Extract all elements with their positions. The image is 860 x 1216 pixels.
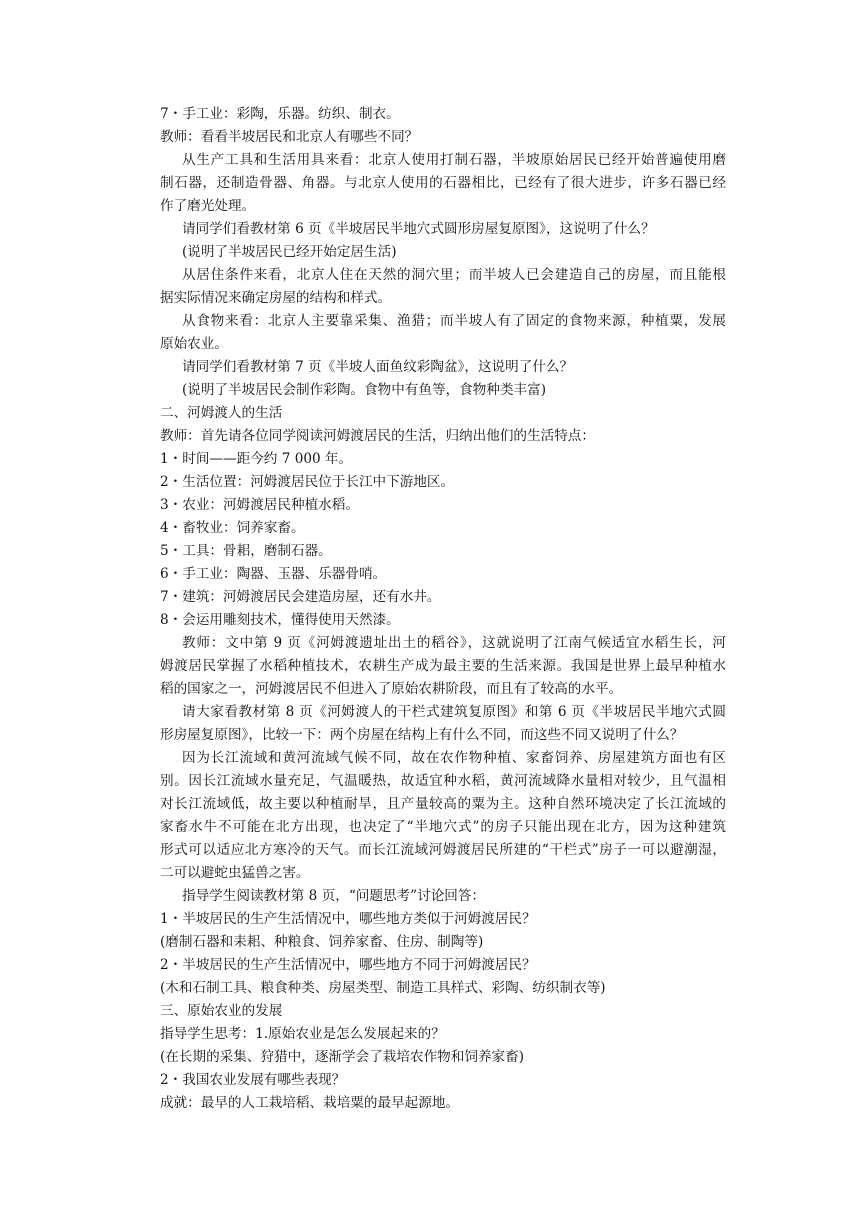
text-line: 教师：首先请各位同学阅读河姆渡居民的生活，归纳出他们的生活特点： [160, 428, 595, 444]
list-item: 1・半坡居民的生产生活情况中，哪些地方类似于河姆渡居民？ [160, 911, 536, 927]
text-line: (在长期的采集、狩猎中，逐渐学会了栽培农作物和饲养家畜) [160, 1049, 525, 1065]
list-item: 5・工具：骨耜，磨制石器。 [160, 543, 332, 559]
text-line: 教师：文中第 9 页《河姆渡遗址出土的稻谷》，这就说明了江南气候适宜水稻生长，河 [182, 635, 726, 651]
text-line: 家畜水牛不可能在北方出现，也决定了“半地穴式”的房子只能出现在北方，因为这种建筑 [160, 819, 726, 835]
list-item: 1・时间——距今约 7 000 年。 [160, 451, 353, 467]
text-line: 从居住条件来看，北京人住在天然的洞穴里；而半坡人已会建造自己的房屋，而且能根 [182, 267, 726, 283]
text-line: 二可以避蛇虫猛兽之害。 [160, 865, 310, 881]
text-line: 指导学生阅读教材第 8 页，“问题思考”讨论回答： [182, 888, 486, 904]
text-line: 教师：看看半坡居民和北京人有哪些不同？ [160, 129, 419, 145]
list-item: 4・畜牧业：饲养家畜。 [160, 520, 305, 536]
text-line: 从生产工具和生活用具来看：北京人使用打制石器，半坡原始居民已经开始普遍使用磨 [182, 152, 726, 168]
text-line: 形房屋复原图》，比较一下：两个房屋在结构上有什么不同，而这些不同又说明了什么？ [160, 727, 684, 743]
text-line: 稻的国家之一，河姆渡居民不但进入了原始农耕阶段，而且有了较高的水平。 [160, 681, 623, 697]
text-line: 姆渡居民掌握了水稻种植技术，农耕生产成为最主要的生活来源。我国是世界上最早种植水 [160, 658, 726, 674]
text-line: 据实际情况来确定房屋的结构和样式。 [160, 290, 392, 306]
list-item: 3・农业：河姆渡居民种植水稻。 [160, 497, 359, 513]
text-line: 成就：最早的人工栽培稻、栽培粟的最早起源地。 [160, 1095, 460, 1111]
text-line: 制石器，还制造骨器、角器。与北京人使用的石器相比，已经有了很大进步，许多石器已经 [160, 175, 726, 191]
list-item: 6・手工业：陶器、玉器、乐器骨哨。 [160, 566, 387, 582]
text-line: 因为长江流域和黄河流域气候不同，故在农作物种植、家畜饲养、房屋建筑方面也有区 [182, 750, 726, 766]
list-item: 2・半坡居民的生产生活情况中，哪些地方不同于河姆渡居民？ [160, 957, 536, 973]
text-line: 作了磨光处理。 [160, 198, 256, 214]
text-line: 指导学生思考：1.原始农业是怎么发展起来的？ [160, 1026, 445, 1042]
text-line: 从食物来看：北京人主要靠采集、渔猎；而半坡人有了固定的食物来源，种植粟，发展 [182, 313, 726, 329]
text-line: 请大家看教材第 8 页《河姆渡人的干栏式建筑复原图》和第 6 页《半坡居民半地穴式圆 [182, 704, 726, 720]
list-item: 8・会运用雕刻技术，懂得使用天然漆。 [160, 612, 400, 628]
text-line: (说明了半坡居民已经开始定居生活) [182, 244, 397, 260]
text-line: 形式可以适应北方寒冷的天气。而长江流域河姆渡居民所建的“干栏式”房子一可以避潮湿， [160, 842, 726, 858]
text-line: 请同学们看教材第 7 页《半坡人面鱼纹彩陶盆》，这说明了什么？ [182, 359, 574, 375]
text-line: (说明了半坡居民会制作彩陶。食物中有鱼等，食物种类丰富) [182, 382, 547, 398]
text-line: (木和石制工具、粮食种类、房屋类型、制造工具样式、彩陶、纺织制衣等) [160, 980, 606, 996]
list-item: 2・生活位置：河姆渡居民位于长江中下游地区。 [160, 474, 455, 490]
text-line: 别。因长江流域水量充足，气温暖热，故适宜种水稻，黄河流域降水量相对较少，且气温相 [160, 773, 726, 789]
list-item: 7・建筑：河姆渡居民会建造房屋，还有水井。 [160, 589, 441, 605]
list-item: 2・我国农业发展有哪些表现？ [160, 1072, 346, 1088]
text-line: 请同学们看教材第 6 页《半坡居民半地穴式圆形房屋复原图》，这说明了什么？ [182, 221, 655, 237]
text-line: 7・手工业：彩陶，乐器。纺织、制衣。 [160, 106, 400, 122]
text-line: 原始农业。 [160, 336, 228, 352]
text-line: (磨制石器和耒耜、种粮食、饲养家畜、住房、制陶等) [160, 934, 484, 950]
text-line: 对长江流域低，故主要以种植耐旱，且产量较高的粟为主。这种自然环境决定了长江流域的 [160, 796, 726, 812]
section-heading: 二、河姆渡人的生活 [160, 405, 283, 421]
section-heading: 三、原始农业的发展 [160, 1003, 283, 1019]
